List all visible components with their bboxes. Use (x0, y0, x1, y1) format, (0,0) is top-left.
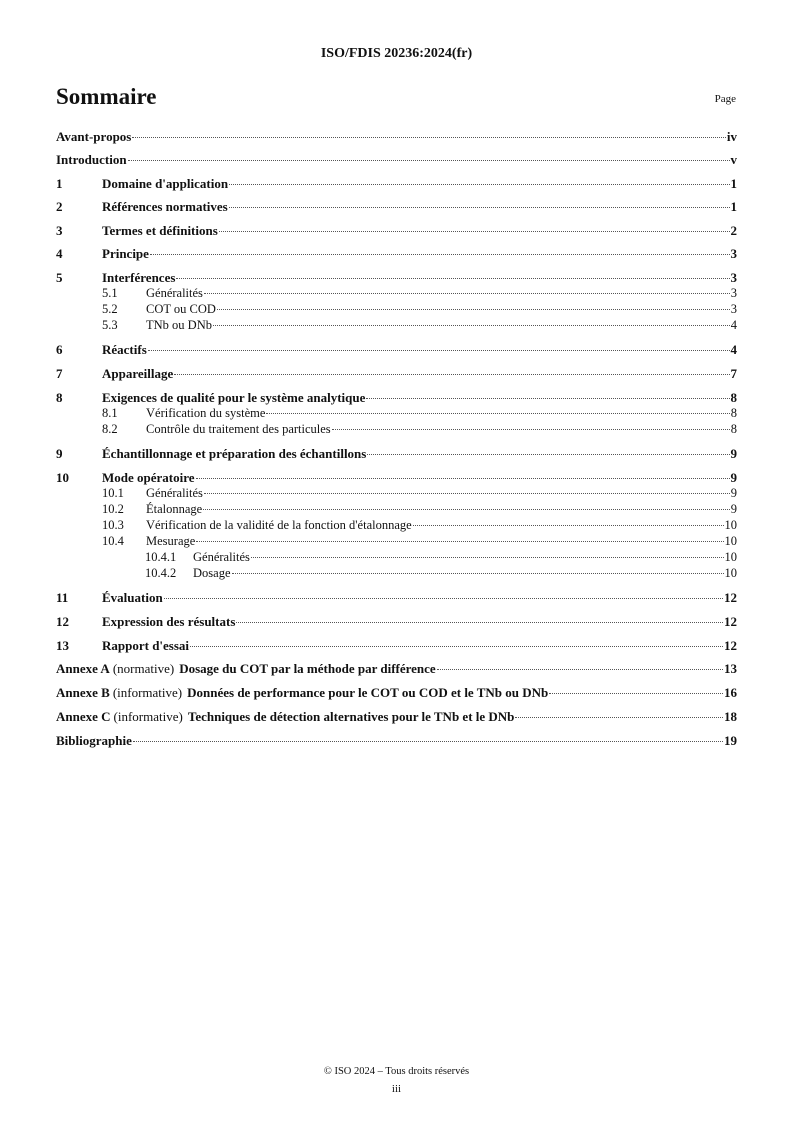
toc-number: 3 (56, 223, 63, 238)
toc-page: 4 (730, 342, 737, 357)
toc-page: 19 (724, 733, 737, 748)
toc-title: COT ou COD (146, 302, 216, 316)
dot-leader (203, 509, 730, 510)
toc-number: 10 (56, 470, 69, 485)
toc-number: 10.4.1 (145, 550, 177, 564)
toc-entry[interactable] (56, 502, 737, 517)
toc-entry[interactable] (56, 366, 737, 382)
toc-page: 8 (730, 390, 737, 405)
toc-title: Dosage du COT par la méthode par différence (179, 661, 436, 676)
dot-leader (437, 669, 723, 670)
toc-title: Interférences (102, 270, 176, 285)
toc-number: 7 (56, 366, 63, 381)
dot-leader (196, 478, 730, 479)
toc-page: 16 (724, 685, 737, 700)
toc-page: 10 (724, 518, 737, 532)
toc-page: 9 (730, 502, 737, 516)
toc-title: Généralités (146, 286, 203, 300)
toc-number: Annexe C (56, 709, 111, 724)
dot-leader (413, 525, 724, 526)
toc-title: Vérification de la validité de la fonction d'étalonnage (146, 518, 412, 532)
dot-leader (251, 557, 724, 558)
toc-page: 10 (724, 550, 737, 564)
dot-leader (150, 254, 730, 255)
toc-page: iv (726, 129, 737, 144)
toc-page: 10 (724, 566, 737, 580)
dot-leader (266, 413, 729, 414)
dot-leader (148, 350, 730, 351)
toc-title: Mesurage (146, 534, 196, 548)
toc-entry[interactable] (56, 638, 737, 654)
toc-page: 18 (724, 709, 737, 724)
dot-leader (236, 622, 723, 623)
toc-page: 2 (730, 223, 737, 238)
toc-page: 3 (730, 286, 737, 300)
toc-entry[interactable] (56, 486, 737, 501)
dot-leader (164, 598, 723, 599)
toc-number: 5.1 (102, 286, 118, 300)
toc-entry[interactable] (56, 518, 737, 533)
toc-number: 4 (56, 246, 63, 261)
toc-title: Appareillage (102, 366, 174, 381)
toc-entry[interactable] (56, 406, 737, 421)
toc-title: Principe (102, 246, 149, 261)
toc-title: TNb ou DNb (146, 318, 212, 332)
toc-number: 2 (56, 199, 63, 214)
dot-leader (367, 454, 729, 455)
toc-number: 5.3 (102, 318, 118, 332)
toc-page: 9 (730, 446, 737, 461)
toc-page: 7 (730, 366, 737, 381)
toc-title: Évaluation (102, 590, 163, 605)
toc-entry[interactable] (56, 270, 737, 286)
dot-leader (332, 429, 730, 430)
toc-number: 6 (56, 342, 63, 357)
dot-leader (204, 293, 730, 294)
toc-page: 12 (724, 638, 737, 653)
page-title: Sommaire (56, 84, 157, 109)
dot-leader (229, 184, 729, 185)
toc-number: 10.3 (102, 518, 124, 532)
toc-page: v (730, 152, 737, 167)
toc-entry[interactable] (56, 342, 737, 358)
toc-entry[interactable] (56, 709, 737, 725)
dot-leader (174, 374, 729, 375)
toc-page: 12 (724, 590, 737, 605)
toc-entry[interactable] (56, 590, 737, 606)
toc-entry[interactable] (56, 470, 737, 486)
dot-leader (213, 325, 730, 326)
toc-title: Données de performance pour le COT ou COD et le TNb ou DNb (187, 685, 549, 700)
toc-title: Généralités (193, 550, 250, 564)
toc-number: 12 (56, 614, 69, 629)
toc-page: 1 (730, 176, 737, 191)
toc-entry[interactable] (56, 550, 737, 565)
toc-title: Exigences de qualité pour le système analytique (102, 390, 366, 405)
toc-number: 8.1 (102, 406, 118, 420)
dot-leader (232, 573, 724, 574)
toc-entry[interactable] (56, 129, 737, 145)
toc-page: 8 (730, 422, 737, 436)
toc-title: Introduction (56, 152, 127, 167)
page-column-label: Page (714, 93, 736, 105)
dot-leader (190, 646, 723, 647)
toc-page: 9 (730, 470, 737, 485)
toc-entry[interactable] (56, 286, 737, 301)
toc-page: 1 (730, 199, 737, 214)
toc-page: 8 (730, 406, 737, 420)
footer-page-number: iii (391, 1083, 402, 1095)
toc-page: 10 (724, 534, 737, 548)
toc-title: Domaine d'application (102, 176, 229, 191)
toc-page: 4 (730, 318, 737, 332)
toc-entry[interactable] (56, 318, 737, 333)
dot-leader (176, 278, 729, 279)
toc-page: 3 (730, 246, 737, 261)
toc-entry[interactable] (56, 176, 737, 192)
dot-leader (219, 231, 730, 232)
toc-title: Échantillonnage et préparation des échantillons (102, 446, 367, 461)
toc-entry[interactable] (56, 733, 737, 749)
toc-number: 10.2 (102, 502, 124, 516)
toc-title: Techniques de détection alternatives pour le TNb et le DNb (187, 709, 515, 724)
dot-leader (133, 741, 723, 742)
toc-title: Termes et définitions (102, 223, 218, 238)
toc-title: Réactifs (102, 342, 147, 357)
document-header: ISO/FDIS 20236:2024(fr) (320, 46, 473, 61)
toc-title: Contrôle du traitement des particules (146, 422, 331, 436)
toc-title: Expression des résultats (102, 614, 236, 629)
toc-number: 5.2 (102, 302, 118, 316)
toc-page: 13 (724, 661, 737, 676)
dot-leader (229, 207, 730, 208)
toc-entry[interactable] (56, 661, 737, 677)
toc-entry[interactable] (56, 446, 737, 462)
toc-number: 9 (56, 446, 63, 461)
toc-qualifier: (informative) (113, 709, 183, 724)
toc-number: 11 (56, 590, 69, 605)
dot-leader (217, 309, 730, 310)
toc-entry[interactable] (56, 152, 737, 168)
toc-title: Étalonnage (146, 502, 203, 516)
toc-title: Références normatives (102, 199, 228, 214)
toc-number: 10.4.2 (145, 566, 177, 580)
dot-leader (515, 717, 723, 718)
toc-page: 3 (730, 302, 737, 316)
toc-number: 10.4 (102, 534, 124, 548)
toc-page: 3 (730, 270, 737, 285)
toc-entry[interactable] (56, 422, 737, 437)
toc-title: Dosage (193, 566, 231, 580)
dot-leader (196, 541, 723, 542)
footer-copyright: © ISO 2024 – Tous droits réservés (323, 1066, 470, 1077)
dot-leader (132, 137, 726, 138)
toc-number: 13 (56, 638, 69, 653)
toc-title: Rapport d'essai (102, 638, 190, 653)
toc-number: 1 (56, 176, 63, 191)
toc-title: Avant-propos (56, 129, 132, 144)
dot-leader (204, 493, 730, 494)
toc-title: Généralités (146, 486, 203, 500)
dot-leader (549, 693, 723, 694)
toc-number: 10.1 (102, 486, 124, 500)
toc-title: Mode opératoire (102, 470, 195, 485)
toc-entry[interactable] (56, 246, 737, 262)
toc-number: Annexe B (56, 685, 110, 700)
toc-entry[interactable] (56, 685, 737, 701)
toc-entry[interactable] (56, 302, 737, 317)
toc-title: Vérification du système (146, 406, 266, 420)
toc-number: Annexe A (56, 661, 110, 676)
toc-number: 5 (56, 270, 63, 285)
toc-title: Bibliographie (56, 733, 132, 748)
toc-number: 8.2 (102, 422, 118, 436)
toc-qualifier: (informative) (112, 685, 183, 700)
toc-entry[interactable] (56, 534, 737, 549)
toc-number: 8 (56, 390, 63, 405)
toc-entry[interactable] (56, 614, 737, 630)
toc-page: 9 (730, 486, 737, 500)
toc-entry[interactable] (56, 199, 737, 215)
toc-qualifier: (normative) (112, 661, 175, 676)
toc-entry[interactable] (56, 390, 737, 406)
dot-leader (128, 160, 730, 161)
toc-page: 12 (724, 614, 737, 629)
dot-leader (366, 398, 729, 399)
toc-entry[interactable] (56, 566, 737, 581)
toc-entry[interactable] (56, 223, 737, 239)
